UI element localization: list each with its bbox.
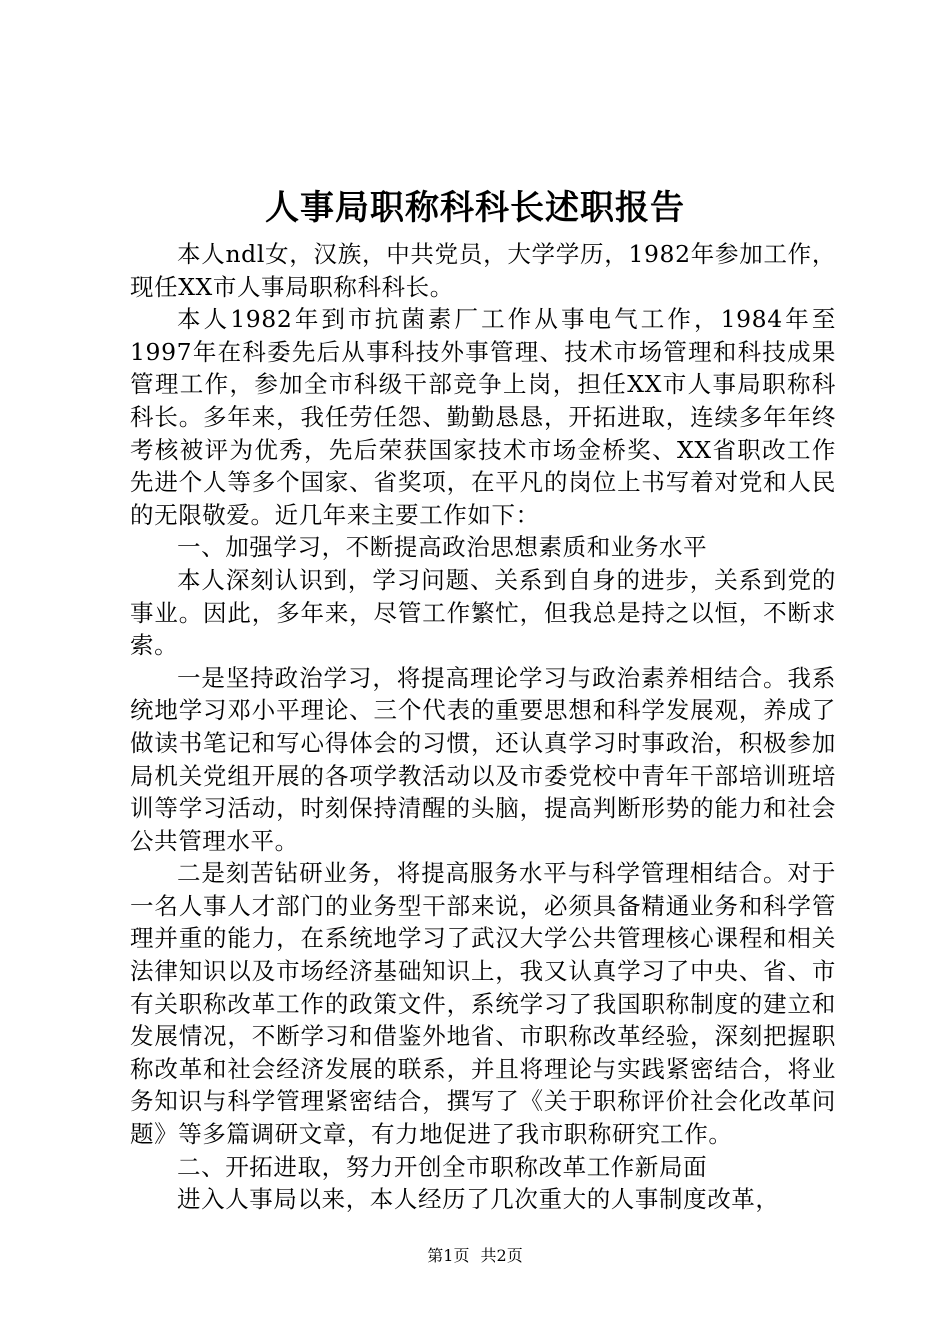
section-heading: 二、开拓进取，努力开创全市职称改革工作新局面 [177, 1152, 708, 1181]
page-number: 第1页 [427, 1246, 470, 1265]
paragraph: 本人ndl女，汉族，中共党员，大学学历，1982年参加工作，现任XX市人事局职称科科长。 [130, 240, 836, 301]
paragraph: 进入人事局以来，本人经历了几次重大的人事制度改革， [177, 1185, 780, 1214]
paragraph: 本人1982年到市抗菌素厂工作从事电气工作，1984年至1997年在科委先后从事科技外事管理、技术市场管理和科技成果管理工作，参加全市科级干部竞争上岗，担任XX市人事局职称科科长。多年来，我任劳任怨、勤勤恳恳，开拓进取，连续多年年终考核被评为优秀，先后荣获国家技术市场金桥奖、XX省职改工作先进个人等多个国家、省奖项，在平凡的岗位上书写着对党和人民的无限敬爱。近几年来主要工作如下： [130, 305, 836, 529]
paragraph: 一是坚持政治学习，将提高理论学习与政治素养相结合。我系统地学习邓小平理论、三个代表的重要思想和科学发展观，养成了做读书笔记和写心得体会的习惯，还认真学习时事政治，积极参加局机关党组开展的各项学教活动以及市委党校中青年干部培训班培训等学习活动，时刻保持清醒的头脑，提高判断形势的能力和社会公共管理水平。 [130, 663, 836, 855]
page-total: 共2页 [480, 1246, 523, 1265]
document-title: 人事局职称科科长述职报告 [265, 188, 685, 228]
paragraph: 本人深刻认识到，学习问题、关系到自身的进步，关系到党的事业。因此，多年来，尽管工作繁忙，但我总是持之以恒，不断求索。 [130, 565, 836, 660]
paragraph: 二是刻苦钻研业务，将提高服务水平与科学管理相结合。对于一名人事人才部门的业务型干部来说，必须具备精通业务和科学管理并重的能力，在系统地学习了武汉大学公共管理核心课程和相关法律知识以及市场经济基础知识上，我又认真学习了中央、省、市有关职称改革工作的政策文件，系统学习了我国职称制度的建立和发展情况，不断学习和借鉴外地省、市职称改革经验，深刻把握职称改革和社会经济发展的联系，并且将理论与实践紧密结合，将业务知识与科学管理紧密结合，撰写了《关于职称评价社会化改革问题》等多篇调研文章，有力地促进了我市职称研究工作。 [130, 859, 836, 1149]
page-footer [0, 1245, 950, 1267]
document-body [130, 238, 836, 1216]
section-heading: 一、加强学习，不断提高政治思想素质和业务水平 [177, 533, 708, 562]
